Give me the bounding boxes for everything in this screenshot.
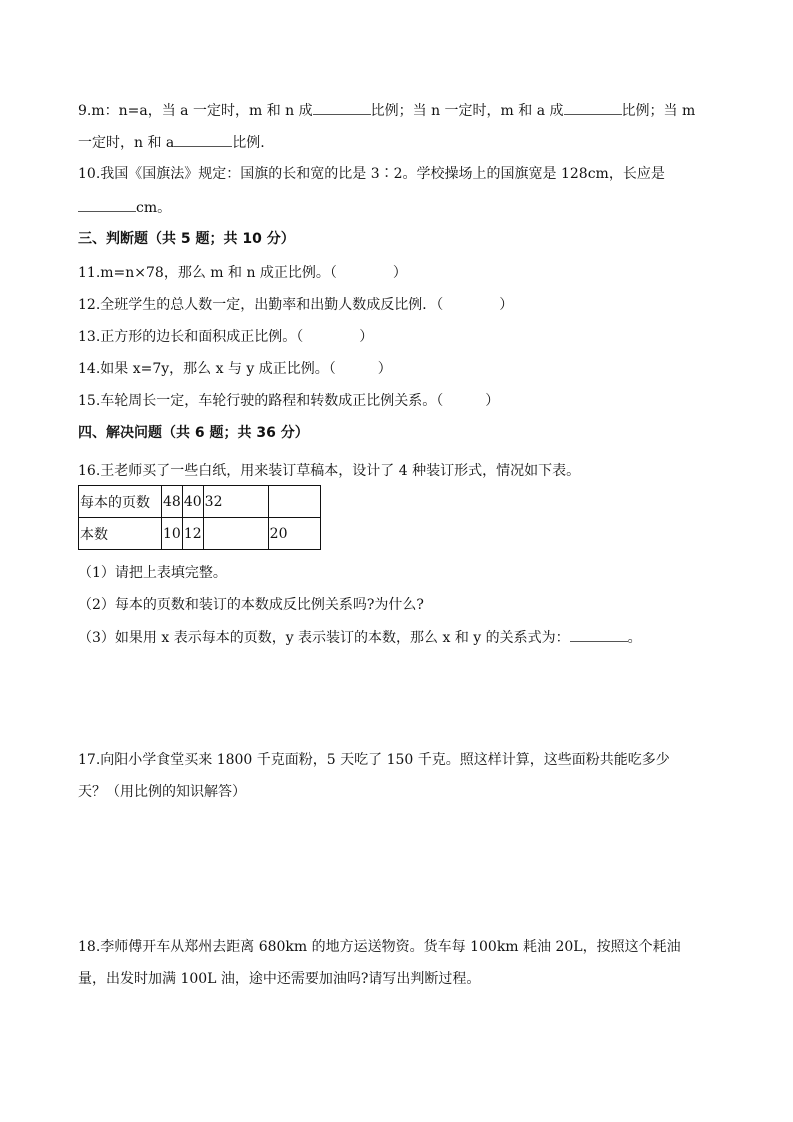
table-cell: 12: [182, 518, 203, 550]
question-10-line1: 10.我国《国旗法》规定：国旗的长和宽的比是 3∶2。学校操场上的国旗宽是 128cm，长应是: [78, 166, 665, 182]
section-3-heading: 三、判断题（共 5 题；共 10 分）: [78, 231, 295, 247]
question-17-line2: 天？（用比例的知识解答）: [78, 784, 246, 800]
table-cell: 本数: [79, 518, 162, 550]
table-cell: 40: [182, 486, 203, 518]
question-16-part1: （1）请把上表填完整。: [78, 565, 227, 581]
question-17-line1: 17.向阳小学食堂买来 1800 千克面粉，5 天吃了 150 千克。照这样计算，这些面粉共能吃多少: [78, 752, 670, 768]
question-16-part2: （2）每本的页数和装订的本数成反比例关系吗?为什么?: [78, 597, 424, 613]
question-13: 13.正方形的边长和面积成正比例。（ ）: [78, 329, 374, 345]
q9-text: 比例.: [232, 135, 265, 151]
table-cell[interactable]: [268, 486, 320, 518]
table-cell[interactable]: [203, 518, 268, 550]
question-9-line1: [78, 101, 695, 120]
question-18-line2: 量，出发时加满 100L 油，途中还需要加油吗?请写出判断过程。: [78, 971, 481, 987]
question-9-line2: [78, 133, 265, 152]
q9-text: 比例；当 m: [621, 103, 696, 119]
section-4-heading: 四、解决问题（共 6 题；共 36 分）: [78, 425, 309, 441]
q16-text: （3）如果用 x 表示每本的页数，y 表示装订的本数，那么 x 和 y 的关系式为：: [78, 630, 570, 646]
answer-blank[interactable]: [174, 133, 232, 147]
answer-blank[interactable]: [78, 198, 136, 212]
table-cell: 20: [268, 518, 320, 550]
question-18-line1: 18.李师傅开车从郑州去距离 680km 的地方运送物资。货车每 100km 耗油 20L，按照这个耗油: [78, 939, 681, 955]
question-14: 14.如果 x=7y，那么 x 与 y 成正比例。（ ）: [78, 361, 392, 377]
question-11: 11.m=n×78，那么 m 和 n 成正比例。（ ）: [78, 265, 407, 281]
table-cell: 48: [162, 486, 183, 518]
q9-text: 9.m：n=a，当 a 一定时，m 和 n 成: [78, 103, 313, 119]
question-16-part3: [78, 628, 642, 647]
table-row: [79, 518, 321, 550]
answer-blank[interactable]: [313, 101, 371, 115]
table-cell: 每本的页数: [79, 486, 162, 518]
answer-blank[interactable]: [564, 101, 622, 115]
question-15: 15.车轮周长一定，车轮行驶的路程和转数成正比例关系。（ ）: [78, 393, 500, 409]
table-cell: 10: [162, 518, 183, 550]
q9-text: 一定时，n 和 a: [78, 135, 175, 151]
question-16-stem: 16.王老师买了一些白纸，用来装订草稿本，设计了 4 种装订形式，情况如下表。: [78, 463, 581, 479]
q9-text: 比例；当 n 一定时，m 和 a 成: [370, 103, 564, 119]
question-10-line2: [78, 198, 171, 217]
table-cell: 32: [203, 486, 268, 518]
q10-text: cm。: [136, 200, 172, 216]
table-row: [79, 486, 321, 518]
question-12: 12.全班学生的总人数一定，出勤率和出勤人数成反比例．（ ）: [78, 297, 514, 313]
answer-blank[interactable]: [570, 628, 628, 642]
q16-text: 。: [627, 630, 642, 646]
pages-table: [78, 485, 321, 550]
